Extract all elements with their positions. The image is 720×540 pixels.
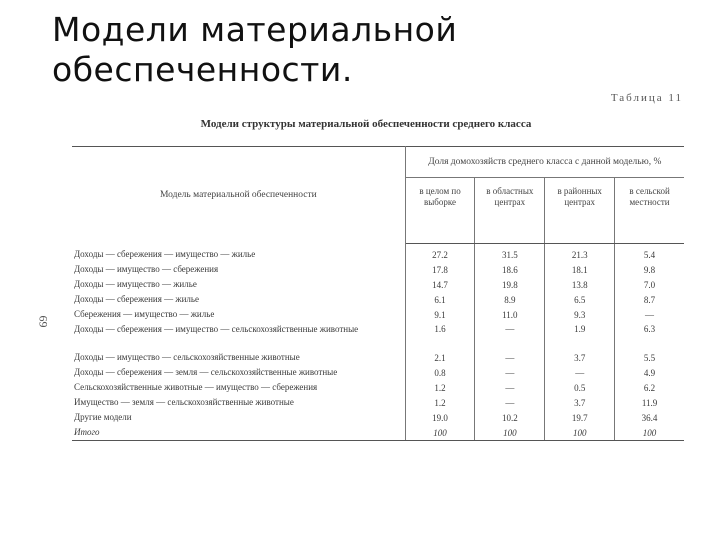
value-cell: — [475,395,545,410]
value-cell: 4.9 [615,365,684,380]
data-table [72,146,684,441]
value-cell: 8.7 [615,292,684,307]
slide-title [52,10,682,88]
model-cell: Доходы — имущество — сбережения [72,262,405,277]
table-row [72,410,684,425]
table-row [72,365,684,380]
value-cell: 3.7 [545,395,615,410]
value-cell: 1.2 [434,382,446,393]
value-cell: — [545,365,615,380]
table-row [72,307,684,322]
header-column: в сельской местности [615,178,684,244]
table-row [72,292,684,307]
table-label: Таблица 11 [610,92,683,104]
model-cell: Другие модели [72,410,405,425]
value-cell: 6.5 [545,292,615,307]
table-row [72,262,684,277]
table-row [72,395,684,410]
value-cell: 1.2 [434,397,446,408]
value-cell: — [615,307,684,322]
table-body [72,244,684,441]
value-cell: 6.1 [434,294,446,305]
value-cell: 9.1 [434,309,446,320]
value-cell: — [475,380,545,395]
value-cell: 19.7 [545,410,615,425]
model-cell: Доходы — сбережения — имущество — сельскохозяйственные животные [72,322,405,350]
model-cell: Сельскохозяйственные животные — имущество — сбережения [72,380,405,395]
value-cell: — [475,350,545,365]
value-cell: 18.1 [545,262,615,277]
model-cell: Имущество — земля — сельскохозяйственные животные [72,395,405,410]
model-cell: Итого [72,425,405,441]
value-cell: 1.9 [545,322,615,350]
value-cell: 9.3 [545,307,615,322]
value-cell: 2.1 [434,352,446,363]
value-cell: 6.3 [615,322,684,350]
value-cell: 1.6 [434,324,446,334]
slide-title-line-1: Модели материальной [52,10,458,49]
value-cell: 0.5 [545,380,615,395]
model-cell: Доходы — имущество — жилье [72,277,405,292]
header-model-column: Модель материальной обеспеченности [72,147,405,244]
value-cell: 11.0 [475,307,545,322]
value-cell: 11.9 [615,395,684,410]
value-cell: 0.8 [434,367,446,378]
table-title: Модели структуры материальной обеспеченности среднего класса [200,118,532,130]
value-cell: 13.8 [545,277,615,292]
value-cell: 31.5 [475,244,545,263]
value-cell: 8.9 [475,292,545,307]
page-number: 69 [36,315,51,328]
value-cell: 3.7 [545,350,615,365]
model-cell: Доходы — сбережения — жилье [72,292,405,307]
value-cell: 19.8 [475,277,545,292]
model-cell: Сбережения — имущество — жилье [72,307,405,322]
model-cell: Доходы — имущество — сельскохозяйственные животные [72,350,405,365]
value-cell: 100 [545,425,615,441]
value-cell: 5.5 [615,350,684,365]
scanned-table-page [36,88,687,502]
value-cell: 100 [615,425,684,441]
value-cell: 100 [405,425,475,441]
value-cell: 27.2 [432,249,448,260]
header-column: в районных центрах [545,178,615,244]
table-total-row [72,425,684,441]
model-cell: Доходы — сбережения — земля — сельскохозяйственные животные [72,365,405,380]
value-cell: 10.2 [475,410,545,425]
value-cell: 21.3 [545,244,615,263]
value-cell: 100 [475,425,545,441]
value-cell: 17.8 [432,264,448,275]
value-cell: 18.6 [475,262,545,277]
model-cell: Доходы — сбережения — имущество — жилье [72,244,405,263]
value-cell: 6.2 [615,380,684,395]
value-cell: — [475,365,545,380]
table-row [72,277,684,292]
table-row [72,322,684,350]
header-column: в целом по выборке [405,178,475,244]
value-cell: 14.7 [432,279,448,290]
value-cell: — [475,322,545,350]
value-cell: 5.4 [615,244,684,263]
value-cell: 9.8 [615,262,684,277]
value-cell: 36.4 [615,410,684,425]
table-row [72,380,684,395]
slide-title-line-2: обеспеченности. [52,50,353,88]
header-column: в областных центрах [475,178,545,244]
table-row [72,244,684,263]
table-row [72,350,684,365]
header-group-title: Доля домохозяйств среднего класса с данной моделью, % [405,147,684,178]
value-cell: 7.0 [615,277,684,292]
value-cell: 19.0 [432,412,448,423]
